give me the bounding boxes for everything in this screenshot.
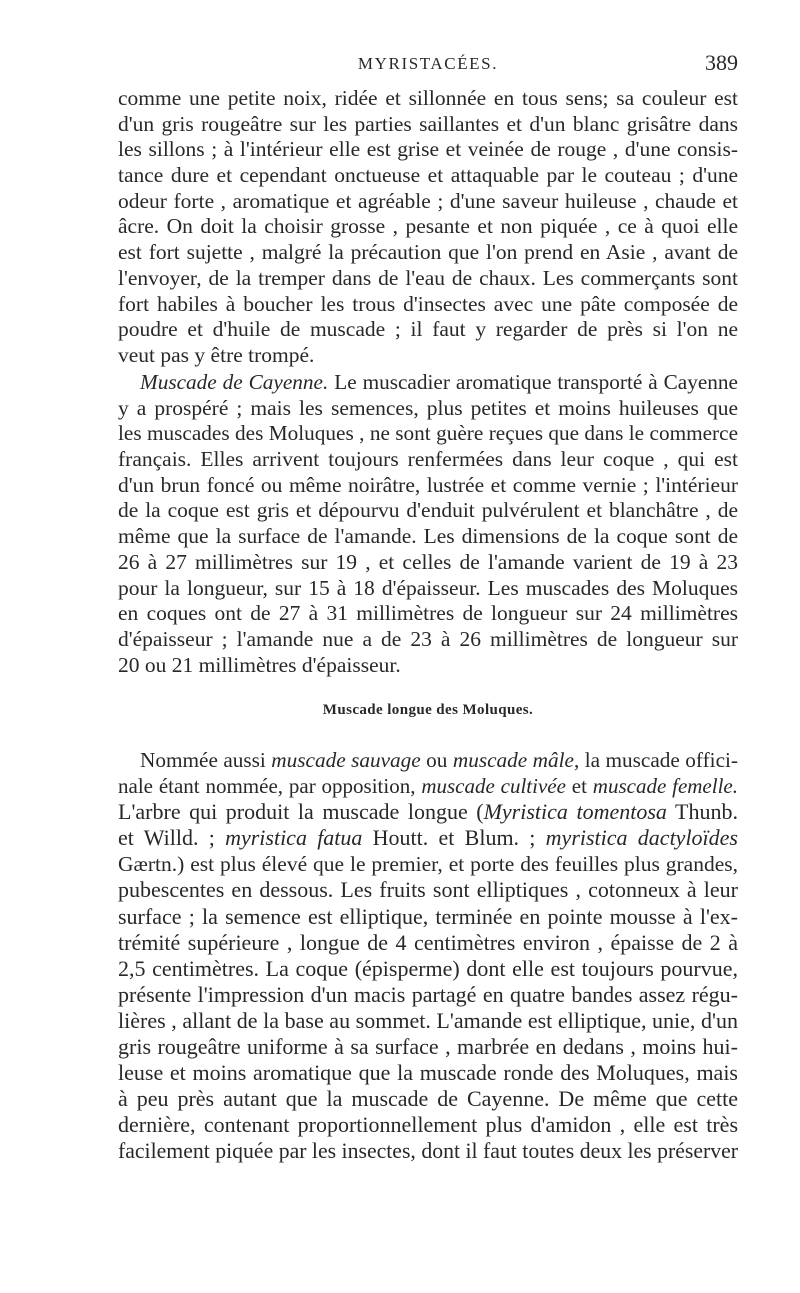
text-span: et bbox=[565, 774, 593, 799]
text-line: français. Elles arrivent toujours renfermées dans leur coque , qui est bbox=[118, 447, 738, 472]
text-span: ou bbox=[420, 748, 453, 772]
italic-span: muscade sauvage bbox=[271, 748, 421, 772]
text-line: lières , allant de la base au sommet. L'amande est elliptique, unie, d'un bbox=[118, 1007, 738, 1033]
text-span: et Willd. ; bbox=[118, 825, 226, 851]
italic-span: Myristica tomentosa bbox=[483, 799, 667, 825]
text-line: odeur forte , aromatique et agréable ; d'une saveur huileuse , chaude et bbox=[118, 188, 738, 213]
paragraph-2 bbox=[118, 370, 738, 678]
italic-lead: Muscade de Cayenne. bbox=[140, 370, 329, 394]
text-line: y a prospéré ; mais les semences, plus petites et moins huileuses que bbox=[118, 395, 738, 420]
text-line: veut pas y être trompé. bbox=[118, 342, 315, 367]
italic-span: muscade femelle. bbox=[592, 774, 738, 799]
text-span: Thunb. bbox=[666, 799, 738, 825]
text-line: trémité supérieure , longue de 4 centimètres environ , épaisse de 2 à bbox=[118, 929, 738, 955]
italic-span: myristica dactyloïdes bbox=[545, 825, 738, 851]
text-line: les sillons ; à l'intérieur elle est grise et veinée de rouge , d'une consis- bbox=[118, 137, 738, 162]
running-title: MYRISTACÉES. bbox=[357, 54, 499, 73]
text-line: surface ; la semence est elliptique, terminée en pointe mousse à l'ex- bbox=[118, 903, 738, 929]
text-line: comme une petite noix, ridée et sillonnée en tous sens; sa couleur est bbox=[118, 86, 738, 110]
italic-span: myristica fatua bbox=[225, 825, 363, 851]
text-line: même que la surface de l'amande. Les dimensions de la coque sont de bbox=[118, 524, 738, 549]
text-span: Houtt. et Blum. ; bbox=[362, 825, 546, 851]
text-line: tance dure et cependant onctueuse et attaquable par le couteau ; d'une bbox=[118, 163, 738, 188]
section-heading: Muscade longue des Moluques. bbox=[322, 702, 534, 718]
text-span: , la muscade offici- bbox=[573, 748, 738, 772]
text-line: 20 ou 21 millimètres d'épaisseur. bbox=[118, 652, 401, 677]
text-line: gris rougeâtre uniforme à sa surface , marbrée en dedans , moins hui- bbox=[118, 1034, 738, 1060]
text-line: d'un gris rougeâtre sur les parties saillantes et d'un blanc grisâtre dans bbox=[118, 111, 738, 136]
text-line: d'épaisseur ; l'amande nue a de 23 à 26 millimètres de longueur sur bbox=[118, 626, 738, 651]
text-line: Gærtn.) est plus élevé que le premier, et porte des feuilles plus grandes, bbox=[118, 852, 738, 877]
text-line bbox=[118, 747, 738, 773]
paragraph-3 bbox=[118, 747, 738, 1165]
text-line: pour la longueur, sur 15 à 18 d'épaisseur. Les muscades des Moluques bbox=[118, 575, 738, 600]
text-line: âcre. On doit la choisir grosse , pesante et non piquée , ce à quoi elle bbox=[118, 214, 738, 239]
text-line: l'envoyer, de la tremper dans de l'eau de chaux. Les commerçants sont bbox=[118, 265, 738, 290]
italic-span: muscade mâle bbox=[452, 748, 574, 772]
text-line: 26 à 27 millimètres sur 19 , et celles de l'amande varient de 19 à 23 bbox=[118, 549, 738, 574]
text-span: Nommée aussi bbox=[140, 748, 272, 772]
text-span: L'arbre qui produit la muscade longue ( bbox=[118, 799, 484, 825]
text-line: poudre et d'huile de muscade ; il faut y regarder de près si l'on ne bbox=[118, 317, 738, 342]
text-span: nale étant nommée, par opposition, bbox=[118, 774, 422, 799]
text-line: en coques ont de 27 à 31 millimètres de longueur sur 24 millimètres bbox=[118, 601, 738, 626]
text-line: 2,5 centimètres. La coque (épisperme) dont elle est toujours pourvue, bbox=[118, 955, 738, 981]
text-line: est fort sujette , malgré la précaution que l'on prend en Asie , avant de bbox=[118, 240, 738, 265]
text-line: facilement piquée par les insectes, dont il faut toutes deux les préserver bbox=[118, 1139, 738, 1164]
text-line bbox=[118, 799, 738, 825]
text-line: d'un brun foncé ou même noirâtre, lustrée et comme vernie ; l'intérieur bbox=[118, 472, 738, 497]
text-line: fort habiles à boucher les trous d'insectes avec une pâte composée de bbox=[118, 291, 738, 316]
text-line: de la coque est gris et dépourvu d'enduit pulvérulent et blanchâtre , de bbox=[118, 498, 738, 523]
text-span: Le muscadier aromatique transporté à Cayenne bbox=[328, 370, 738, 394]
running-head bbox=[118, 48, 738, 78]
text-line: présente l'impression d'un macis partagé en quatre bandes assez régu- bbox=[118, 981, 738, 1007]
text-line bbox=[118, 825, 738, 851]
text-line: pubescentes en dessous. Les fruits sont elliptiques , cotonneux à leur bbox=[118, 877, 738, 903]
text-line: dernière, contenant proportionnellement plus d'amidon , elle est très bbox=[118, 1112, 738, 1138]
text-line: leuse et moins aromatique que la muscade ronde des Moluques, mais bbox=[118, 1060, 738, 1086]
page-number: 389 bbox=[705, 50, 738, 75]
italic-span: muscade cultivée bbox=[421, 774, 566, 799]
text-line: les muscades des Moluques , ne sont guère reçues que dans le commerce bbox=[118, 421, 738, 446]
text-line: à peu près autant que la muscade de Cayenne. De même que cette bbox=[118, 1086, 738, 1112]
text-line bbox=[118, 370, 738, 396]
paragraph-1 bbox=[118, 86, 738, 369]
text-line bbox=[118, 773, 738, 799]
